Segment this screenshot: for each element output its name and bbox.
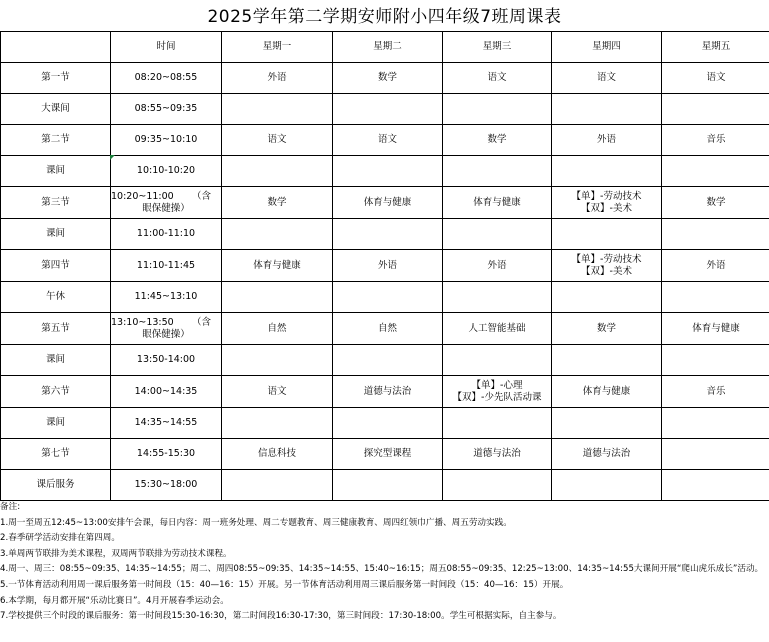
subject-cell bbox=[662, 439, 769, 470]
subject-cell bbox=[662, 408, 769, 439]
subject-cell: 语文 bbox=[333, 125, 443, 156]
page-title: 2025学年第二学期安师附小四年级7班周课表 bbox=[207, 7, 562, 27]
subject-cell: 语文 bbox=[552, 63, 662, 94]
subject-cell bbox=[333, 219, 443, 250]
even-week-subject: 【双】-美术 bbox=[581, 202, 632, 214]
table-row bbox=[1, 345, 769, 376]
period-label: 午休 bbox=[1, 282, 111, 313]
subject-cell bbox=[552, 345, 662, 376]
table-row bbox=[1, 187, 769, 219]
subject-cell: 体育与健康 bbox=[222, 250, 333, 282]
period-label: 第五节 bbox=[1, 313, 111, 345]
period-label: 课间 bbox=[1, 408, 111, 439]
cell-comment-marker-icon bbox=[110, 155, 115, 160]
subject-cell bbox=[333, 156, 443, 187]
period-time: 10:10-10:20 bbox=[111, 156, 222, 187]
table-row bbox=[1, 156, 769, 187]
table-row bbox=[1, 313, 769, 345]
subject-cell bbox=[443, 219, 552, 250]
subject-cell: 数学 bbox=[333, 63, 443, 94]
subject-cell bbox=[662, 156, 769, 187]
period-time: 14:35~14:55 bbox=[111, 408, 222, 439]
subject-cell bbox=[222, 219, 333, 250]
subject-cell bbox=[662, 219, 769, 250]
schedule-table bbox=[0, 31, 769, 501]
period-label: 大课间 bbox=[1, 94, 111, 125]
table-row bbox=[1, 219, 769, 250]
subject-cell: 语文 bbox=[443, 63, 552, 94]
subject-cell bbox=[552, 282, 662, 313]
period-time-note: （含 bbox=[191, 316, 211, 328]
note-1: 1.周一至周五12:45~13:00安排午会课，每日内容：周一班务处理、周二专题教育、周三健康教育、周四红领巾广播、周五劳动实践。 bbox=[0, 517, 512, 528]
subject-cell bbox=[662, 470, 769, 501]
header-tuesday: 星期二 bbox=[333, 32, 443, 63]
header-thursday: 星期四 bbox=[552, 32, 662, 63]
subject-cell: 数学 bbox=[552, 313, 662, 345]
table-row bbox=[1, 439, 769, 470]
period-label: 课间 bbox=[1, 219, 111, 250]
subject-cell bbox=[222, 470, 333, 501]
table-row bbox=[1, 376, 769, 408]
period-time: 11:00-11:10 bbox=[111, 219, 222, 250]
period-time: 11:45~13:10 bbox=[111, 282, 222, 313]
note-4: 4.周一、周三：08:55~09:35、14:35~14:55；周二、周四08:55~09:35、14:35~14:55、15:40~16:15；周五08:55~09:35、12:25~13:00、14:35~14:55大课间开展“爬山虎乐成长”活动。 bbox=[0, 564, 764, 575]
subject-cell: 语文 bbox=[222, 376, 333, 408]
subject-cell: 自然 bbox=[333, 313, 443, 345]
subject-cell bbox=[222, 94, 333, 125]
notes-section bbox=[0, 500, 769, 625]
subject-cell: 信息科技 bbox=[222, 439, 333, 470]
subject-cell: 语文 bbox=[222, 125, 333, 156]
odd-week-subject: 【单】-劳动技术 bbox=[571, 190, 642, 202]
note-5: 5.一节体育活动利用周一课后服务第一时间段（15：40—16：15）开展。另一节体育活动利用周三课后服务第一时间段（15：40—16：15）开展。 bbox=[0, 579, 569, 590]
subject-cell: 数学 bbox=[443, 125, 552, 156]
table-row bbox=[1, 408, 769, 439]
period-time bbox=[111, 187, 222, 219]
period-time-range: 10:20~11:00 bbox=[111, 190, 174, 202]
subject-cell: 道德与法治 bbox=[333, 376, 443, 408]
period-label: 第七节 bbox=[1, 439, 111, 470]
period-time: 15:30~18:00 bbox=[111, 470, 222, 501]
subject-cell bbox=[333, 94, 443, 125]
header-friday: 星期五 bbox=[662, 32, 769, 63]
period-time: 14:55-15:30 bbox=[111, 439, 222, 470]
header-corner-cell bbox=[1, 32, 111, 63]
table-row bbox=[1, 94, 769, 125]
subject-cell bbox=[662, 345, 769, 376]
period-time: 08:55~09:35 bbox=[111, 94, 222, 125]
subject-cell bbox=[333, 470, 443, 501]
period-label: 课间 bbox=[1, 345, 111, 376]
subject-cell: 外语 bbox=[662, 250, 769, 282]
subject-cell: 体育与健康 bbox=[443, 187, 552, 219]
subject-cell bbox=[552, 94, 662, 125]
subject-cell bbox=[443, 408, 552, 439]
subject-cell bbox=[333, 408, 443, 439]
even-week-subject: 【双】-美术 bbox=[581, 265, 632, 277]
period-time: 14:00~14:35 bbox=[111, 376, 222, 408]
subject-cell bbox=[222, 156, 333, 187]
table-row bbox=[1, 250, 769, 282]
period-label: 课后服务 bbox=[1, 470, 111, 501]
note-3: 3.单周两节联排为美术课程，双周两节联排为劳动技术课程。 bbox=[0, 548, 232, 559]
period-label: 课间 bbox=[1, 156, 111, 187]
period-time-note-cont: 眼保健操） bbox=[142, 328, 190, 340]
subject-cell: 语文 bbox=[662, 63, 769, 94]
subject-cell: 外语 bbox=[443, 250, 552, 282]
period-label: 第三节 bbox=[1, 187, 111, 219]
subject-cell bbox=[333, 345, 443, 376]
subject-cell: 音乐 bbox=[662, 376, 769, 408]
subject-cell bbox=[662, 282, 769, 313]
header-time: 时间 bbox=[111, 32, 222, 63]
subject-cell bbox=[552, 408, 662, 439]
subject-cell bbox=[333, 282, 443, 313]
subject-cell: 道德与法治 bbox=[443, 439, 552, 470]
table-row bbox=[1, 282, 769, 313]
subject-cell: 体育与健康 bbox=[552, 376, 662, 408]
period-time: 09:35~10:10 bbox=[111, 125, 222, 156]
period-time: 11:10-11:45 bbox=[111, 250, 222, 282]
header-row bbox=[1, 32, 769, 63]
subject-cell bbox=[222, 282, 333, 313]
subject-cell bbox=[443, 470, 552, 501]
header-monday: 星期一 bbox=[222, 32, 333, 63]
subject-cell bbox=[443, 282, 552, 313]
subject-cell: 数学 bbox=[222, 187, 333, 219]
subject-cell: 体育与健康 bbox=[333, 187, 443, 219]
subject-cell bbox=[222, 408, 333, 439]
subject-cell bbox=[443, 376, 552, 408]
subject-cell bbox=[222, 345, 333, 376]
subject-cell: 人工智能基础 bbox=[443, 313, 552, 345]
period-label: 第一节 bbox=[1, 63, 111, 94]
subject-cell bbox=[552, 156, 662, 187]
period-time: 08:20~08:55 bbox=[111, 63, 222, 94]
subject-cell: 探究型课程 bbox=[333, 439, 443, 470]
table-row bbox=[1, 125, 769, 156]
subject-cell bbox=[443, 94, 552, 125]
subject-cell: 外语 bbox=[333, 250, 443, 282]
note-7: 7.学校提供三个时段的课后服务：第一时间段15:30-16:30，第二时间段16:30-17:30，第三时间段：17:30-18:00。学生可根据实际，自主参与。 bbox=[0, 611, 562, 622]
subject-cell: 外语 bbox=[222, 63, 333, 94]
subject-cell: 体育与健康 bbox=[662, 313, 769, 345]
header-wednesday: 星期三 bbox=[443, 32, 552, 63]
subject-cell: 道德与法治 bbox=[552, 439, 662, 470]
period-time-note: （含 bbox=[191, 190, 211, 202]
period-time bbox=[111, 313, 222, 345]
note-2: 2.春季研学活动安排在第四周。 bbox=[0, 533, 120, 544]
subject-cell bbox=[552, 187, 662, 219]
subject-cell: 音乐 bbox=[662, 125, 769, 156]
subject-cell bbox=[443, 156, 552, 187]
subject-cell: 外语 bbox=[552, 125, 662, 156]
even-week-subject: 【双】-少先队活动课 bbox=[452, 391, 542, 403]
table-row bbox=[1, 63, 769, 94]
subject-cell: 自然 bbox=[222, 313, 333, 345]
period-label: 第四节 bbox=[1, 250, 111, 282]
subject-cell bbox=[552, 470, 662, 501]
subject-cell bbox=[662, 94, 769, 125]
period-time-range: 13:10~13:50 bbox=[111, 316, 174, 328]
odd-week-subject: 【单】-心理 bbox=[471, 379, 523, 391]
period-time: 13:50-14:00 bbox=[111, 345, 222, 376]
notes-heading: 备注: bbox=[0, 502, 21, 512]
period-label: 第二节 bbox=[1, 125, 111, 156]
subject-cell bbox=[552, 250, 662, 282]
period-label: 第六节 bbox=[1, 376, 111, 408]
note-6: 6.本学期，每月都开展“乐动比赛日”。4月开展春季运动会。 bbox=[0, 595, 229, 606]
table-row bbox=[1, 470, 769, 501]
odd-week-subject: 【单】-劳动技术 bbox=[571, 253, 642, 265]
subject-cell: 数学 bbox=[662, 187, 769, 219]
period-time-note-cont: 眼保健操） bbox=[142, 202, 190, 214]
subject-cell bbox=[552, 219, 662, 250]
subject-cell bbox=[443, 345, 552, 376]
